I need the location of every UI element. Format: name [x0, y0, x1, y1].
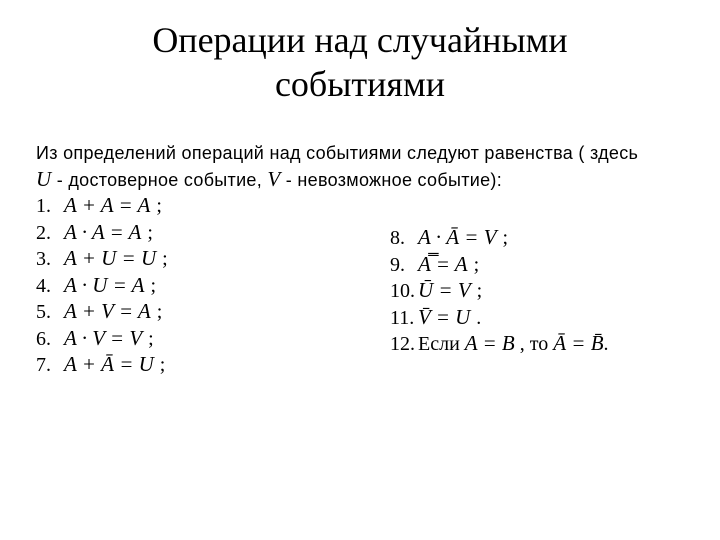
item-tail: ;: [476, 280, 483, 302]
intro-part-2: - достоверное событие,: [51, 170, 268, 190]
item-tail: ;: [502, 227, 509, 249]
item-number: 3.: [36, 248, 51, 270]
item-number: 4.: [36, 274, 51, 297]
formula: A + A = A: [64, 193, 151, 217]
title-line-2: событиями: [274, 64, 446, 104]
formula: A + V = A: [64, 299, 151, 323]
equality-9: [390, 251, 609, 278]
formula: V̄ = U: [418, 304, 471, 329]
item-number: 11.: [390, 306, 415, 329]
then-word: , то: [519, 333, 549, 355]
item-number: 9.: [390, 253, 405, 276]
formula-condition: A = B: [464, 331, 515, 355]
formula: Ū = V: [418, 278, 471, 302]
equality-2: [36, 219, 168, 246]
title-line-1: Операции над случайными: [152, 20, 568, 60]
equality-7: [36, 351, 168, 378]
item-tail: ;: [148, 327, 154, 350]
slide-title: [0, 18, 720, 106]
item-tail: ;: [156, 195, 162, 217]
equalities-left: [36, 192, 168, 378]
formula: A · V = V: [64, 325, 143, 350]
equality-1: [36, 192, 168, 219]
equality-10: [390, 277, 609, 304]
item-tail: .: [603, 333, 609, 355]
item-number: 5.: [36, 301, 51, 323]
item-tail: ;: [156, 301, 163, 323]
formula: A + U = U: [64, 246, 157, 270]
equality-11: [390, 304, 609, 331]
item-number: 1.: [36, 195, 51, 217]
intro-u-symbol: U: [36, 167, 52, 191]
item-number: 12.: [390, 333, 415, 355]
item-number: 8.: [390, 227, 405, 249]
equality-5: [36, 298, 168, 325]
intro-v-symbol: V: [267, 167, 281, 191]
formula: A̿ = A: [418, 251, 468, 276]
equality-8: [390, 224, 609, 251]
intro-part-3: - невозможное событие):: [280, 170, 503, 190]
intro-text: [36, 140, 696, 193]
item-number: 6.: [36, 327, 51, 350]
item-number: 2.: [36, 221, 51, 244]
formula-result: Ā = B̄: [553, 331, 604, 355]
item-tail: ;: [159, 354, 166, 376]
item-tail: ;: [162, 248, 168, 270]
item-tail: .: [476, 306, 482, 329]
intro-part-1: Из определений операций над событиями следуют равенства ( здесь: [36, 143, 639, 163]
equality-12: [390, 330, 609, 357]
formula: A · Ā = V: [418, 225, 497, 249]
if-word: Если: [418, 333, 460, 355]
formula: A · U = A: [64, 272, 145, 297]
equality-3: [36, 245, 168, 272]
item-tail: ;: [150, 274, 157, 297]
equality-4: [36, 272, 168, 299]
item-tail: ;: [473, 253, 480, 276]
item-number: 10.: [390, 280, 415, 302]
formula: A · A = A: [64, 219, 142, 244]
formula: A + Ā = U: [64, 352, 154, 376]
equalities-right: [390, 224, 609, 357]
item-tail: ;: [147, 221, 153, 244]
equality-6: [36, 325, 168, 352]
item-number: 7.: [36, 354, 51, 376]
